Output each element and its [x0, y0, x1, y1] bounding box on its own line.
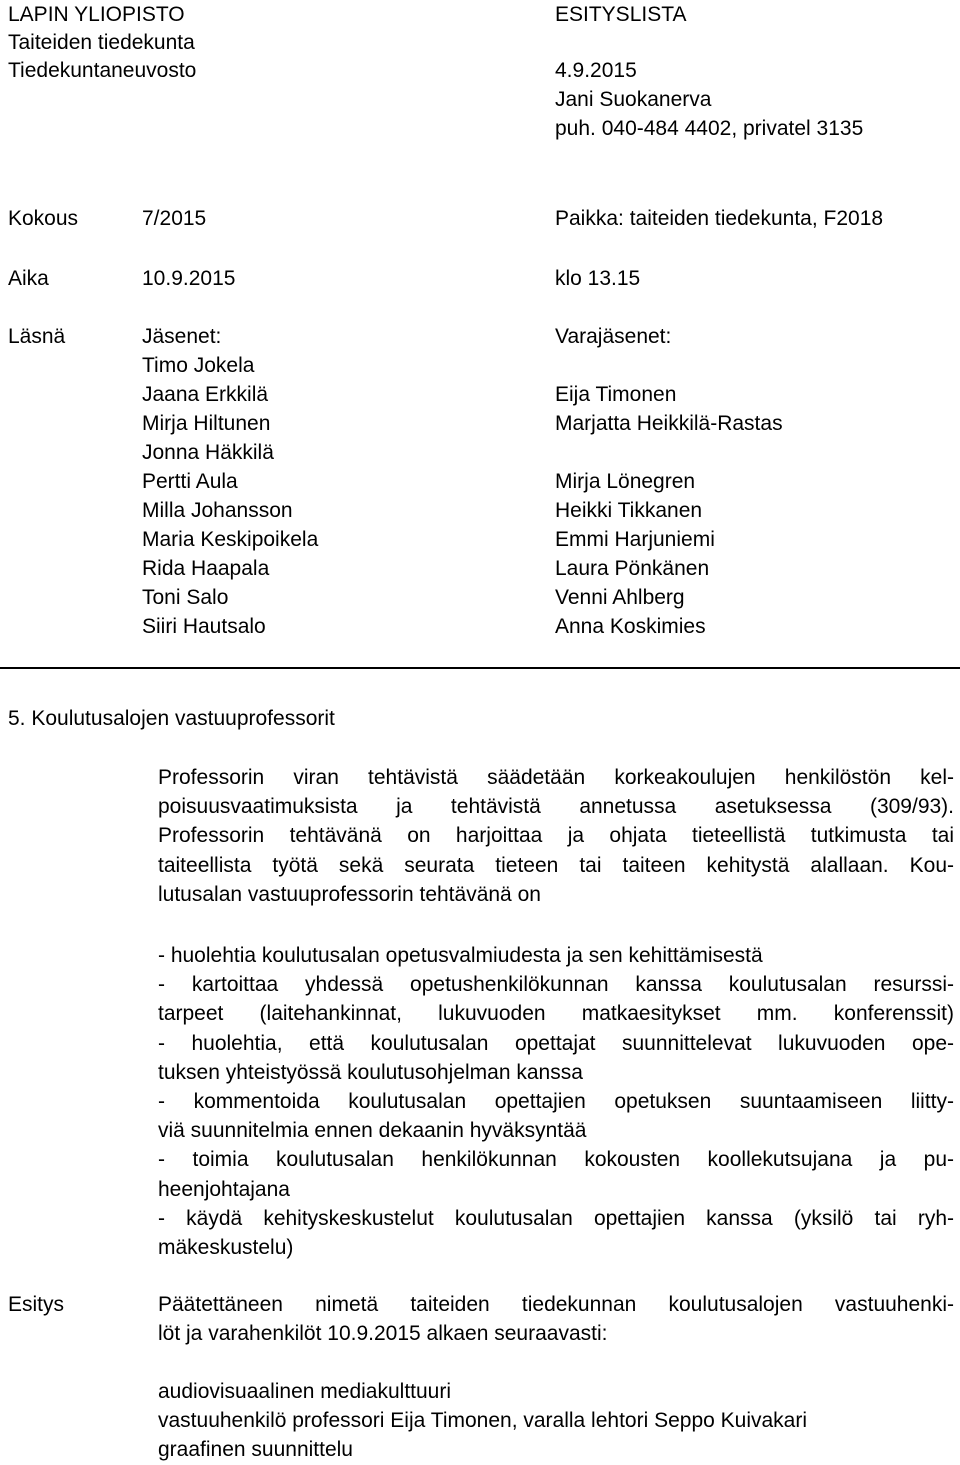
intro-line: lutusalan vastuuprofessorin tehtävänä on	[158, 882, 541, 906]
kokous-label: Kokous	[8, 207, 79, 230]
duty-line: - huolehtia koulutusalan opetusvalmiudesta ja sen kehittämisestä	[158, 944, 763, 967]
member-name: Siiri Hautsalo	[142, 615, 266, 638]
lasna-label: Läsnä	[8, 325, 66, 348]
member-name: Timo Jokela	[142, 354, 255, 377]
duty-line: - kommentoida koulutusalan opettajien opetuksen suuntaamiseen liitty-	[158, 1090, 954, 1114]
field-list	[158, 1377, 954, 1465]
duty-line: - käydä kehityskeskustelut koulutusalan opettajien kanssa (yksilö tai ryh-	[158, 1206, 954, 1230]
proposal-text	[158, 1290, 954, 1348]
field-line: audiovisuaalinen mediakulttuuri	[158, 1380, 452, 1403]
member-name: Toni Salo	[142, 586, 229, 609]
org-name: LAPIN YLIOPISTO	[8, 3, 185, 26]
duty-line: mäkeskustelu)	[158, 1236, 294, 1260]
deputy-name: Anna Koskimies	[555, 615, 706, 638]
field-line: vastuuhenkilö professori Eija Timonen, varalla lehtori Seppo Kuivakari	[158, 1409, 808, 1433]
intro-line: poisuusvaatimuksista ja tehtävistä annetussa asetuksessa (309/93).	[158, 795, 954, 819]
deputy-name: Emmi Harjuniemi	[555, 528, 715, 551]
deputy-name: Venni Ahlberg	[555, 586, 685, 609]
proposal-label: Esitys	[8, 1293, 65, 1316]
duty-line: heenjohtajana	[158, 1177, 290, 1201]
duty-line: tarpeet (laitehankinnat, lukuvuoden matkaesitykset mm. konferenssit)	[158, 1002, 954, 1026]
deputy-name: Laura Pönkänen	[555, 557, 710, 580]
member-name: Mirja Hiltunen	[142, 412, 271, 435]
member-name: Jaana Erkkilä	[142, 383, 269, 406]
duty-line: - huolehtia, että koulutusalan opettajat suunnittelevat lukuvuoden ope-	[158, 1031, 954, 1055]
item-intro	[158, 763, 954, 909]
deputies-heading: Varajäsenet:	[555, 325, 672, 348]
member-name: Pertti Aula	[142, 470, 238, 493]
item-title: 5. Koulutusalojen vastuuprofessorit	[8, 707, 335, 730]
field-line: graafinen suunnittelu	[158, 1438, 353, 1462]
contact-name: Jani Suokanerva	[555, 88, 712, 111]
doc-date: 4.9.2015	[555, 59, 637, 82]
duty-line: viä suunnitelmia ennen dekaanin hyväksyntää	[158, 1119, 587, 1143]
member-name: Jonna Häkkilä	[142, 441, 274, 464]
proposal-line: löt ja varahenkilöt 10.9.2015 alkaen seuraavasti:	[158, 1322, 608, 1346]
section-divider	[0, 667, 960, 669]
meeting-place: Paikka: taiteiden tiedekunta, F2018	[555, 207, 884, 230]
duty-list	[158, 941, 954, 1262]
member-name: Rida Haapala	[142, 557, 270, 580]
duty-line: tuksen yhteistyössä koulutusohjelman kanssa	[158, 1060, 583, 1084]
faculty-name: Taiteiden tiedekunta	[8, 31, 195, 54]
body-name: Tiedekuntaneuvosto	[8, 59, 197, 82]
aika-date: 10.9.2015	[142, 267, 236, 290]
deputy-name: Mirja Lönegren	[555, 470, 696, 493]
proposal-line: Päätettäneen nimetä taiteiden tiedekunnan koulutusalojen vastuuhenki-	[158, 1293, 954, 1316]
duty-line: - toimia koulutusalan henkilökunnan kokousten koollekutsujana ja pu-	[158, 1148, 954, 1172]
deputy-name: Heikki Tikkanen	[555, 499, 703, 522]
member-name: Milla Johansson	[142, 499, 293, 522]
intro-line: taiteellista työtä sekä seurata tieteen tai taiteen kehitystä alallaan. Kou-	[158, 853, 954, 877]
doc-type: ESITYSLISTA	[555, 3, 687, 26]
intro-line: Professorin viran tehtävistä säädetään korkeakoulujen henkilöstön kel-	[158, 766, 954, 789]
aika-label: Aika	[8, 267, 49, 290]
intro-line: Professorin tehtävänä on harjoittaa ja ohjata tieteellistä tutkimusta tai	[158, 824, 954, 848]
deputy-name: Eija Timonen	[555, 383, 677, 406]
deputy-name: Marjatta Heikkilä-Rastas	[555, 412, 783, 435]
duty-line: - kartoittaa yhdessä opetushenkilökunnan kanssa koulutusalan resurssi-	[158, 973, 954, 997]
member-name: Maria Keskipoikela	[142, 528, 319, 551]
aika-time: klo 13.15	[555, 267, 641, 290]
members-heading: Jäsenet:	[142, 325, 222, 348]
kokous-value: 7/2015	[142, 207, 207, 230]
contact-phone: puh. 040-484 4402, privatel 3135	[555, 117, 864, 140]
